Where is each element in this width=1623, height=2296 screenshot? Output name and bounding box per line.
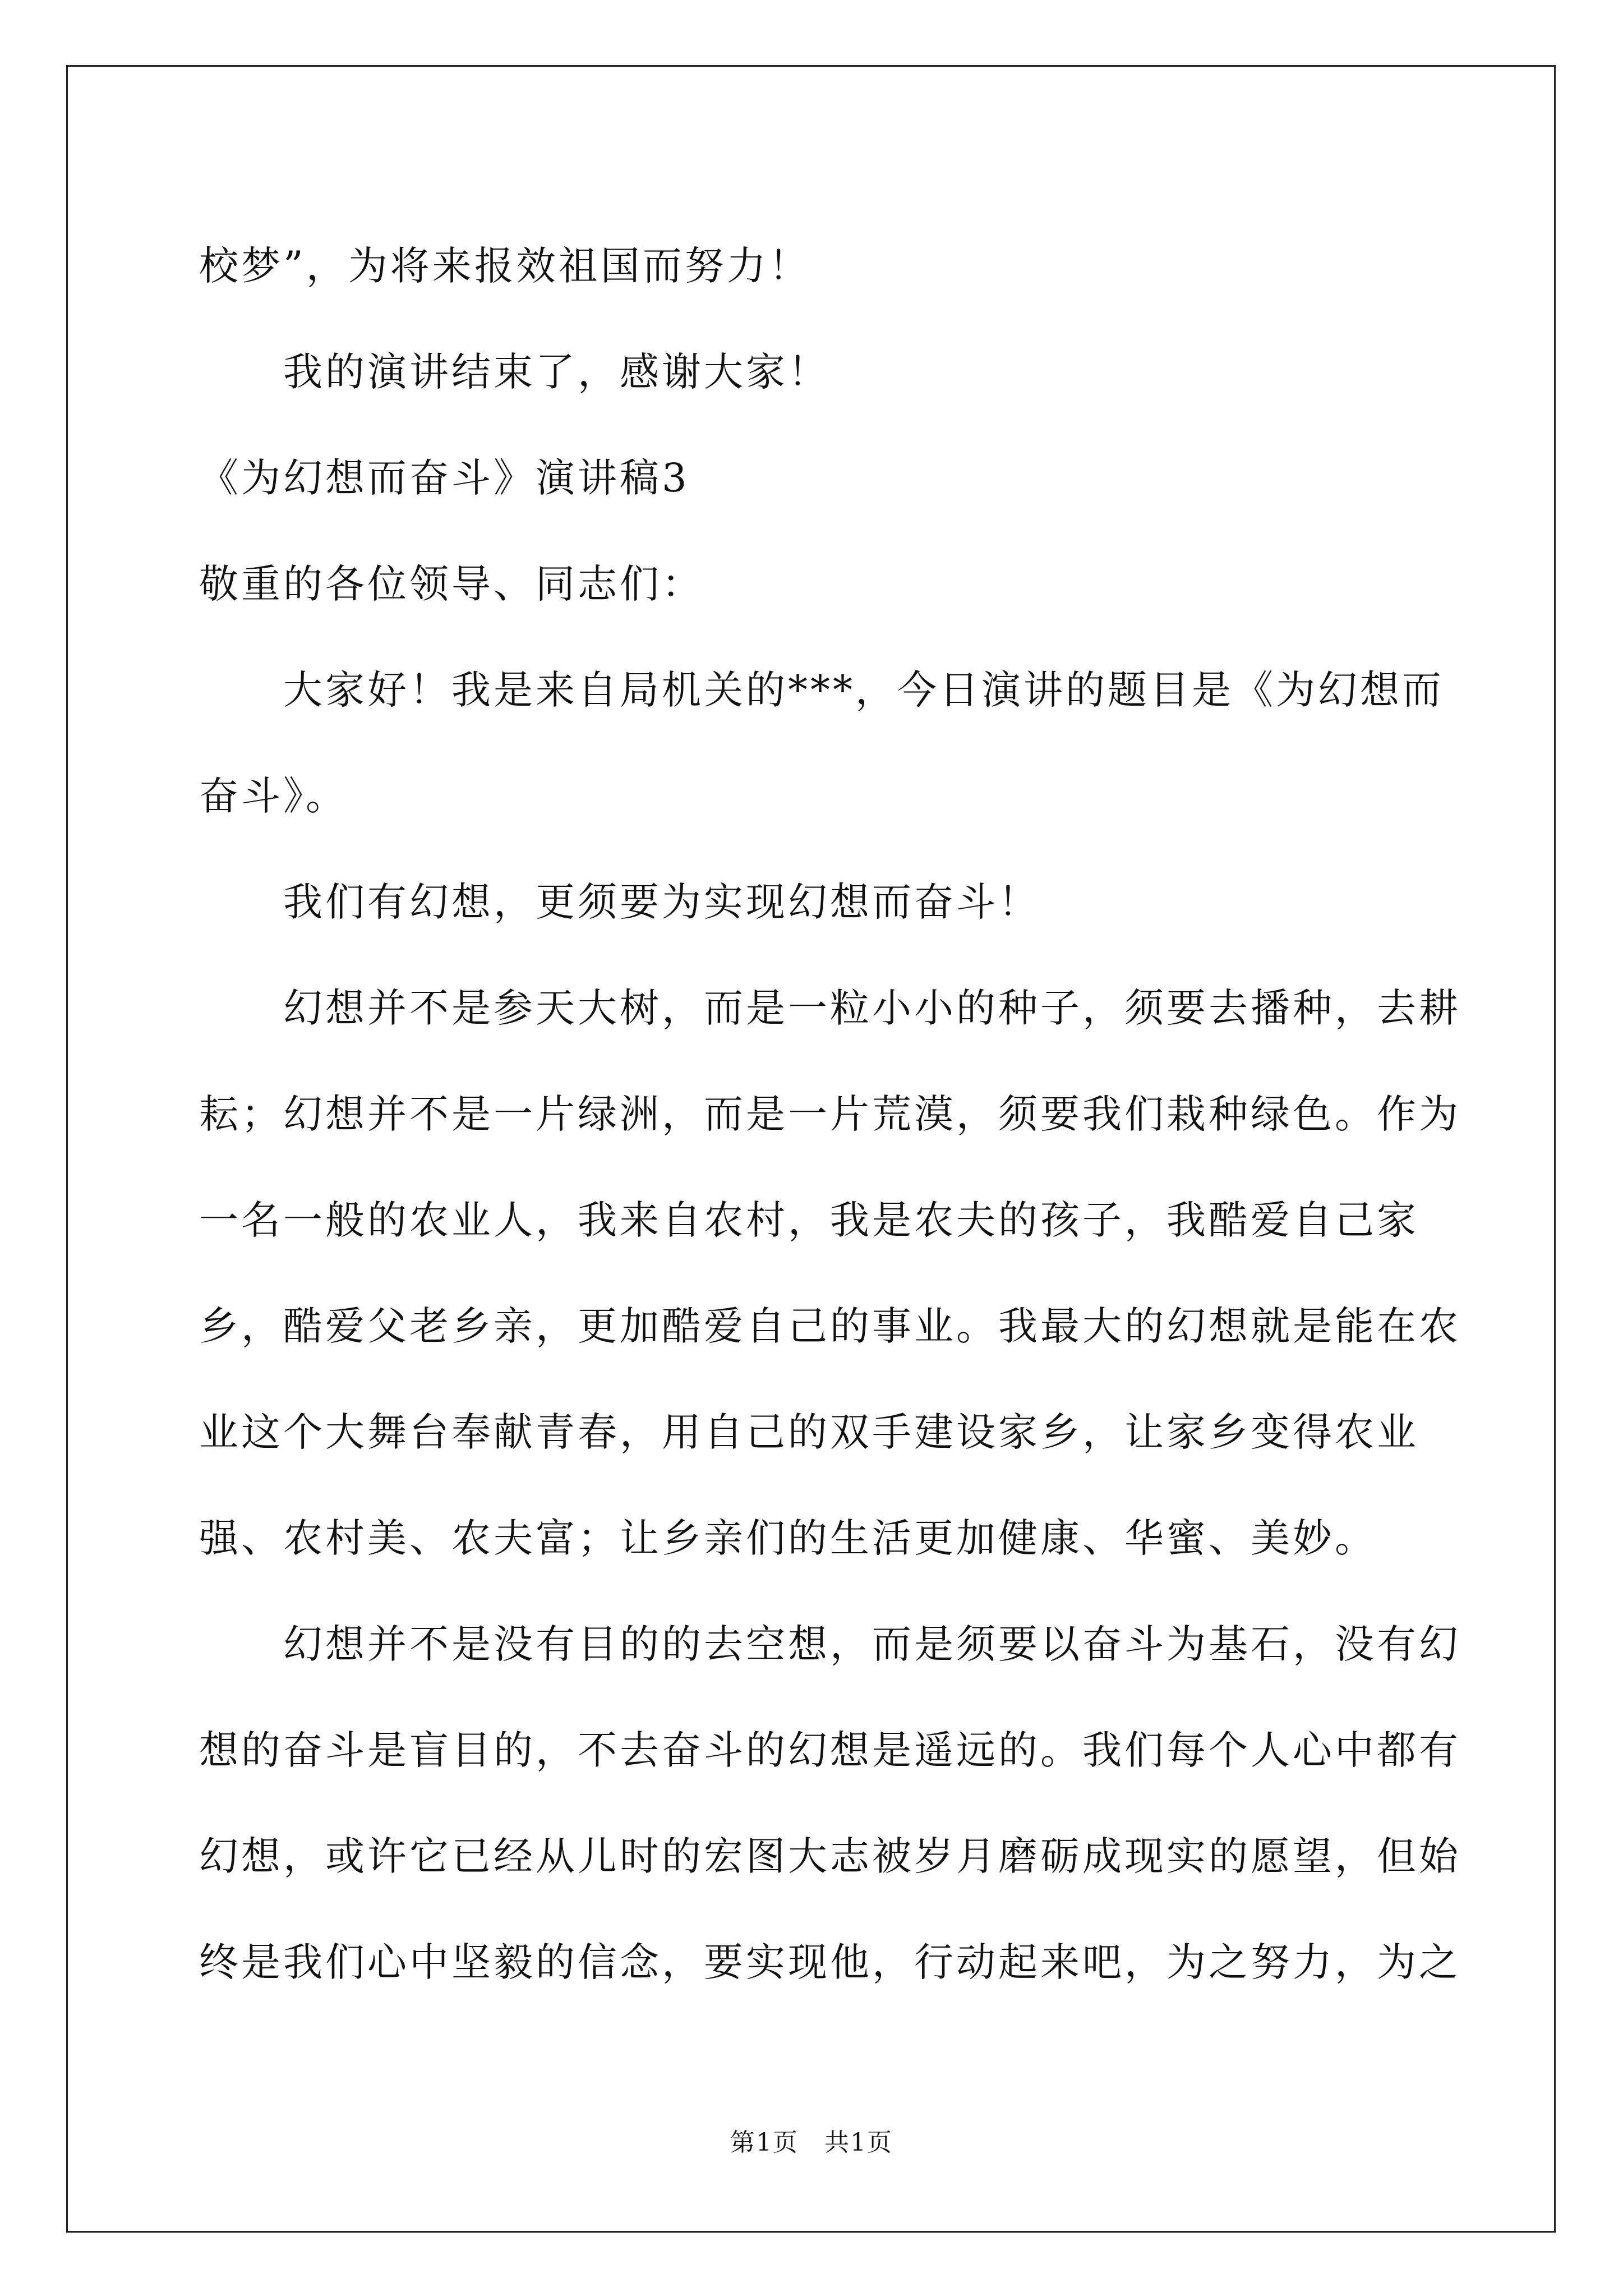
paragraph-5: 大家好！我是来自局机关的***，今日演讲的题目是《为幻想而奋斗》。 xyxy=(199,667,1444,819)
section-title: 《为幻想而奋斗》演讲稿3 xyxy=(199,455,690,501)
paragraph-8: 幻想并不是没有目的的去空想，而是须要以奋斗为基石，没有幻想的奋斗是盲目的，不去奋斗的幻想是遥远的。我们每个人心中都有幻想，或许它已经从儿时的宏图大志被岁月磨砺成现实的愿望，但始终是我们心中坚毅的信念，要实现他，行动起来吧，为之努力，为之 xyxy=(199,1621,1461,1985)
page-footer: 第1页 共1页 xyxy=(730,2128,893,2157)
document-body xyxy=(199,213,1461,2016)
paragraph-6: 我们有幻想，更须要为实现幻想而奋斗！ xyxy=(283,879,1040,925)
paragraph-7: 幻想并不是参天大树，而是一粒小小的种子，须要去播种，去耕耘；幻想并不是一片绿洲，而是一片荒漠，须要我们栽种绿色。作为一名一般的农业人，我来自农村，我是农夫的孩子，我酷爱自己家乡，酷爱父老乡亲，更加酷爱自己的事业。我最大的幻想就是能在农业这个大舞台奉献青春，用自己的双手建设家乡，让家乡变得农业强、农村美、农夫富；让乡亲们的生活更加健康、华蜜、美妙。 xyxy=(199,985,1461,1561)
paragraph-2: 我的演讲结束了，感谢大家！ xyxy=(283,349,830,395)
salutation: 敬重的各位领导、同志们： xyxy=(199,561,704,607)
paragraph-1: 校梦”，为将来报效祖国而努力！ xyxy=(199,243,811,289)
